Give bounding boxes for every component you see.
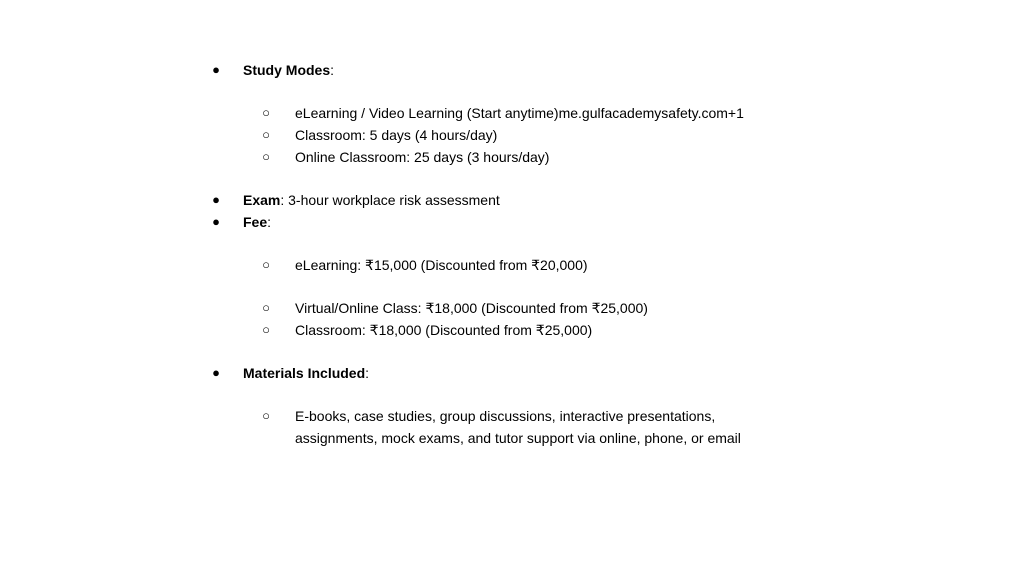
sub-bullet: ○ [262,127,270,142]
materials-heading: Materials Included [243,365,366,381]
exam-text: : 3-hour workplace risk assessment [280,192,500,208]
sub-bullet: ○ [262,408,270,423]
sub-bullet: ○ [262,257,270,272]
bullet-study-modes: ● [212,62,220,77]
exam-line [243,191,500,209]
materials-colon: : [365,365,370,381]
bullet-fee: ● [212,214,220,229]
bullet-exam: ● [212,192,220,207]
fee-colon: : [267,214,272,230]
bullet-materials: ● [212,365,220,380]
sub-bullet: ○ [262,322,270,337]
study-modes-heading-line [243,61,334,79]
materials-heading-line [243,364,369,382]
fee-item-classroom: Classroom: ₹18,000 (Discounted from ₹25,000) [295,322,593,338]
fee-item-elearning: eLearning: ₹15,000 (Discounted from ₹20,000) [295,257,588,273]
materials-item-line-2: assignments, mock exams, and tutor support via online, phone, or email [295,430,741,446]
study-modes-colon: : [330,62,335,78]
materials-item-line-1: E-books, case studies, group discussions, interactive presentations, [295,408,716,424]
sub-bullet: ○ [262,300,270,315]
study-mode-item-online-classroom: Online Classroom: 25 days (3 hours/day) [295,149,550,165]
fee-heading: Fee [243,214,268,230]
sub-bullet: ○ [262,105,270,120]
fee-item-virtual-online: Virtual/Online Class: ₹18,000 (Discounted from ₹25,000) [295,300,648,316]
study-modes-heading: Study Modes [243,62,331,78]
sub-bullet: ○ [262,149,270,164]
fee-heading-line [243,213,271,231]
study-mode-item-elearning: eLearning / Video Learning (Start anytime)me.gulfacademysafety.com+1 [295,105,744,121]
exam-heading: Exam [243,192,281,208]
study-mode-item-classroom: Classroom: 5 days (4 hours/day) [295,127,498,143]
